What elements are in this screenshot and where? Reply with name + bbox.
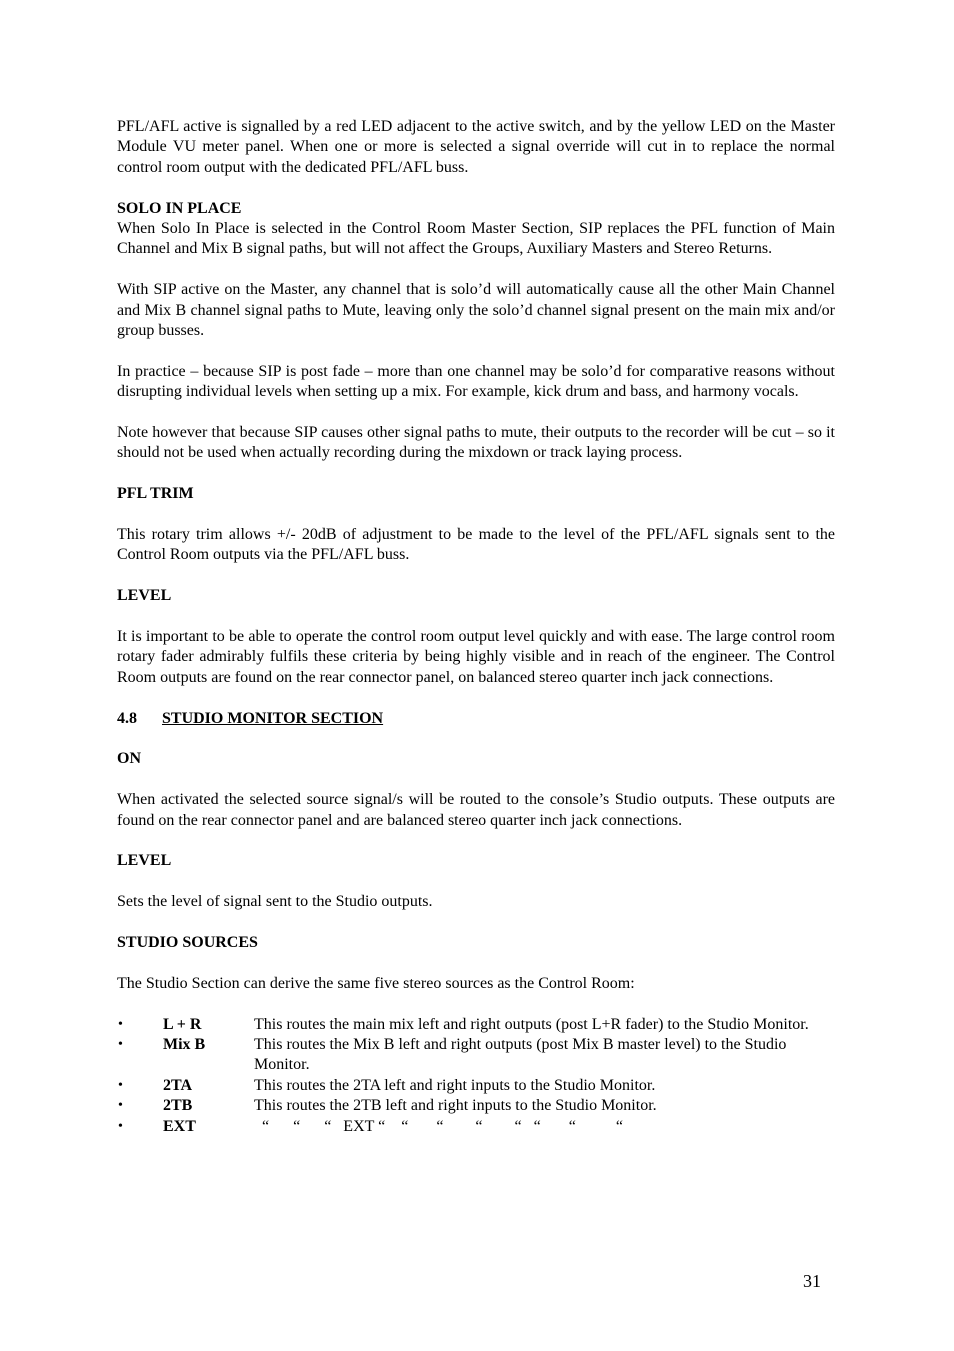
bullet-icon: •	[118, 1016, 123, 1032]
source-description: This routes the 2TA left and right inputs to the Studio Monitor.	[254, 1076, 656, 1094]
pfl-trim-heading: PFL TRIM	[117, 485, 194, 503]
source-description: This routes the 2TB left and right inputs to the Studio Monitor.	[254, 1097, 657, 1115]
solo-paragraph-2: With SIP active on the Master, any channel that is solo’d will automatically cause all the other Main Channel and Mix B channel signal paths to Mute, leaving only the solo’d channel signal present on the main mix and/or group busses.	[117, 281, 835, 340]
list-item	[117, 1015, 835, 1035]
bullet-icon: •	[118, 1098, 123, 1114]
source-name: 2TB	[163, 1097, 193, 1115]
source-name: Mix B	[163, 1036, 206, 1054]
section-number: 4.8	[117, 709, 137, 727]
studio-sources-intro: The Studio Section can derive the same five stereo sources as the Control Room:	[117, 974, 635, 992]
list-item	[117, 1096, 835, 1116]
intro-paragraph: PFL/AFL active is signalled by a red LED adjacent to the active switch, and by the yellow LED on the Master Module VU meter panel. When one or more is selected a signal override will cut in to replace the normal control room output with the dedicated PFL/AFL buss.	[117, 118, 835, 176]
list-item	[117, 1076, 835, 1096]
list-item	[117, 1117, 835, 1137]
section-title: STUDIO MONITOR SECTION	[162, 709, 384, 727]
solo-paragraph-1: When Solo In Place is selected in the Control Room Master Section, SIP replaces the PFL function of Main Channel and Mix B signal paths, but will not affect the Groups, Auxiliary Masters and Stereo Returns.	[117, 220, 835, 258]
section-heading	[117, 709, 835, 729]
bullet-icon: •	[118, 1118, 123, 1134]
level-heading: LEVEL	[117, 587, 172, 605]
on-heading: ON	[117, 750, 141, 768]
page-number: 31	[803, 1271, 821, 1291]
source-description: This routes the main mix left and right outputs (post L+R fader) to the Studio Monitor.	[254, 1015, 809, 1033]
source-name: 2TA	[163, 1076, 193, 1094]
solo-paragraph-3: In practice – because SIP is post fade – more than one channel may be solo’d for comparative reasons without disrupting individual levels when setting up a mix. For example, kick drum and bass, and harmony vocals.	[117, 362, 835, 401]
solo-paragraph-4: Note however that because SIP causes other signal paths to mute, their outputs to the recorder will be cut – so it should not be used when actually recording during the mixdown or track laying process.	[117, 424, 835, 462]
list-item	[117, 1035, 835, 1076]
pfl-trim-paragraph: This rotary trim allows +/- 20dB of adjustment to be made to the level of the PFL/AFL signals sent to the Control Room outputs via the PFL/AFL buss.	[117, 526, 835, 564]
studio-level-heading: LEVEL	[117, 852, 172, 870]
source-description: “ “ “ EXT “ “ “ “ “ “ “ “	[254, 1117, 623, 1135]
bullet-icon: •	[118, 1077, 123, 1093]
solo-in-place-heading: SOLO IN PLACE	[117, 199, 242, 217]
on-paragraph: When activated the selected source signal/s will be routed to the console’s Studio outputs. These outputs are found on the rear connector panel and are balanced stereo quarter inch jack connections.	[117, 791, 835, 829]
level-paragraph: It is important to be able to operate the control room output level quickly and with ease. The large control room rotary fader admirably fulfils these criteria by being highly visible and in reach of the engineer. The Control Room outputs are found on the rear connector panel, on balanced stereo quarter inch jack connections.	[117, 628, 835, 686]
document-page	[117, 117, 835, 1137]
studio-sources-list	[117, 1015, 835, 1137]
source-description: This routes the Mix B left and right outputs (post Mix B master level) to the Studio Monitor.	[254, 1036, 787, 1074]
source-name: L + R	[163, 1015, 202, 1033]
bullet-icon: •	[118, 1037, 123, 1053]
studio-sources-heading: STUDIO SOURCES	[117, 934, 258, 952]
studio-level-paragraph: Sets the level of signal sent to the Studio outputs.	[117, 893, 433, 911]
source-name: EXT	[163, 1117, 196, 1135]
